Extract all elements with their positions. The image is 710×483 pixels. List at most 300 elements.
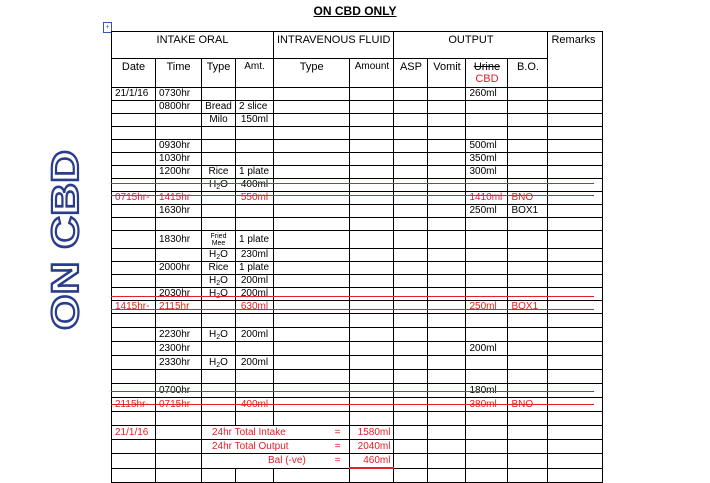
cell-bo	[508, 101, 548, 114]
cell-time: 2300hr	[156, 342, 202, 356]
cell-bo	[508, 153, 548, 166]
cell-amount	[350, 127, 394, 140]
header-intake-oral: INTAKE ORAL	[112, 32, 274, 59]
table-row	[112, 88, 603, 101]
cell-date	[112, 127, 156, 140]
cell-amt	[236, 205, 274, 218]
cell-empty	[428, 468, 466, 483]
cell-bo	[508, 88, 548, 101]
cell-remarks	[548, 370, 603, 384]
cell-remarks	[548, 179, 603, 192]
cell-urine	[466, 114, 508, 127]
cell-time	[156, 114, 202, 127]
cell-bo	[508, 262, 548, 275]
cell-remarks	[548, 192, 603, 205]
cell-amount	[350, 88, 394, 101]
cell-time	[156, 440, 202, 454]
cell-empty	[274, 468, 350, 483]
cell-empty	[548, 426, 603, 440]
cell-urine: 500ml	[466, 140, 508, 153]
cell-amt	[236, 314, 274, 328]
cell-iv-type	[274, 153, 350, 166]
summary-bal-label: Bal (-ve) =	[202, 454, 350, 469]
cell-vomit	[428, 192, 466, 205]
interval-line	[111, 183, 594, 184]
cell-time	[156, 179, 202, 192]
cell-urine: 300ml	[466, 166, 508, 179]
cell-amt: 1 plate	[236, 262, 274, 275]
cell-iv-type	[274, 275, 350, 288]
cell-asp	[394, 166, 428, 179]
cell-amt: 400ml	[236, 398, 274, 412]
header-row-columns	[112, 59, 603, 88]
cell-asp	[394, 328, 428, 342]
cell-empty	[394, 426, 428, 440]
table-row	[112, 231, 603, 249]
formula-h: H	[209, 249, 217, 260]
cell-remarks	[548, 412, 603, 426]
cell-asp	[394, 301, 428, 314]
cell-asp	[394, 153, 428, 166]
table-row	[112, 328, 603, 342]
fluid-chart-table	[111, 31, 603, 483]
cell-amt: 1 plate	[236, 166, 274, 179]
cell-bo	[508, 412, 548, 426]
cell-empty	[394, 454, 428, 469]
cell-remarks	[548, 127, 603, 140]
cell-empty	[508, 454, 548, 469]
cell-remarks	[548, 249, 603, 262]
cell-remarks	[548, 356, 603, 370]
cell-amount	[350, 342, 394, 356]
formula-o: O	[220, 249, 228, 260]
cell-urine	[466, 179, 508, 192]
header-bo: B.O.	[508, 59, 548, 88]
header-type: Type	[202, 59, 236, 88]
cell-remarks	[548, 231, 603, 249]
cell-urine	[466, 356, 508, 370]
formula-sub: 2	[216, 333, 221, 341]
cell-asp	[394, 231, 428, 249]
cell-empty	[466, 454, 508, 469]
cell-bo	[508, 179, 548, 192]
cell-remarks	[548, 288, 603, 301]
cell-amt	[236, 218, 274, 231]
cell-asp	[394, 101, 428, 114]
cell-iv-type	[274, 192, 350, 205]
cell-bo	[508, 342, 548, 356]
interval-line	[111, 404, 594, 405]
header-iv-type: Type	[274, 59, 350, 88]
cell-bo	[508, 231, 548, 249]
cell-amt: 200ml	[236, 275, 274, 288]
cell-vomit	[428, 101, 466, 114]
cell-empty	[350, 468, 394, 483]
cell-time	[156, 412, 202, 426]
cell-urine: 180ml	[466, 384, 508, 398]
cell-empty	[394, 468, 428, 483]
cell-vomit	[428, 314, 466, 328]
cell-vomit	[428, 301, 466, 314]
page-title: ON CBD ONLY	[313, 4, 397, 18]
formula-h: H	[209, 356, 217, 368]
formula-o: O	[220, 356, 228, 368]
cell-amount	[350, 262, 394, 275]
interval-line	[111, 391, 594, 392]
cell-urine	[466, 218, 508, 231]
header-asp: ASP	[394, 59, 428, 88]
cell-amt	[236, 412, 274, 426]
cell-time: 0700hr	[156, 384, 202, 398]
cell-amount	[350, 166, 394, 179]
cell-amt: 2 slice	[236, 101, 274, 114]
cell-type	[202, 88, 236, 101]
table-row	[112, 356, 603, 370]
cell-amt	[236, 88, 274, 101]
cell-date	[112, 249, 156, 262]
formula-o: O	[220, 328, 228, 340]
cell-amt: 400ml	[236, 179, 274, 192]
cell-time	[156, 454, 202, 469]
cell-date	[112, 356, 156, 370]
table-row	[112, 114, 603, 127]
cell-amt: 230ml	[236, 249, 274, 262]
cell-empty	[428, 426, 466, 440]
cell-time: 0715hr	[156, 398, 202, 412]
cell-urine	[466, 370, 508, 384]
cell-bo	[508, 140, 548, 153]
cell-time: 2230hr	[156, 328, 202, 342]
cell-urine	[466, 231, 508, 249]
cell-date	[112, 231, 156, 249]
cell-iv-type	[274, 166, 350, 179]
cell-amt	[236, 153, 274, 166]
cell-amount	[350, 314, 394, 328]
cell-asp	[394, 356, 428, 370]
cell-bo	[508, 218, 548, 231]
cell-iv-type	[274, 218, 350, 231]
cell-time: 1030hr	[156, 153, 202, 166]
cell-asp	[394, 127, 428, 140]
cell-amount	[350, 249, 394, 262]
cell-iv-type	[274, 249, 350, 262]
cell-date	[112, 101, 156, 114]
cell-bo: BOX1	[508, 205, 548, 218]
formula-h: H	[209, 328, 217, 340]
cell-remarks	[548, 328, 603, 342]
cell-remarks	[548, 301, 603, 314]
cell-type: Milo	[202, 114, 236, 127]
cell-vomit	[428, 140, 466, 153]
cell-time	[156, 426, 202, 440]
table-row	[112, 301, 603, 314]
cell-time: 2000hr	[156, 262, 202, 275]
table-row	[112, 275, 603, 288]
cell-date: 2115hr-	[112, 398, 156, 412]
cell-iv-type	[274, 140, 350, 153]
table-row	[112, 127, 603, 140]
cell-time	[156, 218, 202, 231]
equals-sign: =	[334, 440, 341, 452]
interval-line	[111, 309, 594, 310]
cell-remarks	[548, 140, 603, 153]
cell-remarks	[548, 153, 603, 166]
cell-vomit	[428, 166, 466, 179]
cell-bo	[508, 370, 548, 384]
cell-amount	[350, 179, 394, 192]
cell-time: 1415hr	[156, 192, 202, 205]
cell-vomit	[428, 114, 466, 127]
cell-amount	[350, 101, 394, 114]
cell-date	[112, 342, 156, 356]
interval-line	[111, 296, 594, 297]
cell-date	[112, 275, 156, 288]
cell-urine: 350ml	[466, 153, 508, 166]
cell-urine	[466, 314, 508, 328]
cell-urine	[466, 249, 508, 262]
cell-asp	[394, 262, 428, 275]
equals-sign: =	[334, 454, 341, 466]
cell-urine: 250ml	[466, 205, 508, 218]
cell-empty	[112, 468, 156, 483]
cell-amount	[350, 370, 394, 384]
cell-empty	[548, 468, 603, 483]
cell-date	[112, 262, 156, 275]
table-row	[112, 262, 603, 275]
cell-iv-type	[274, 179, 350, 192]
cell-vomit	[428, 342, 466, 356]
cell-vomit	[428, 88, 466, 101]
formula-sub: 2	[216, 254, 221, 261]
cell-iv-type	[274, 205, 350, 218]
cell-vomit	[428, 231, 466, 249]
cell-iv-type	[274, 127, 350, 140]
cell-amt	[236, 140, 274, 153]
header-intravenous-fluid: INTRAVENOUS FLUID	[274, 32, 394, 59]
cell-time	[156, 275, 202, 288]
table-row	[112, 153, 603, 166]
cell-type	[202, 231, 236, 249]
cell-asp	[394, 249, 428, 262]
cell-empty	[508, 426, 548, 440]
header-amount: Amount	[350, 59, 394, 88]
cell-time	[156, 249, 202, 262]
cell-iv-type	[274, 342, 350, 356]
cell-type	[202, 179, 236, 192]
cell-remarks	[548, 166, 603, 179]
cell-type	[202, 288, 236, 301]
table-row	[112, 218, 603, 231]
cell-bo	[508, 275, 548, 288]
header-urine-label: Urine	[473, 61, 501, 73]
cell-time: 1200hr	[156, 166, 202, 179]
cell-time: 1830hr	[156, 231, 202, 249]
cell-asp	[394, 205, 428, 218]
header-vomit: Vomit	[428, 59, 466, 88]
table-anchor-icon[interactable]: +	[103, 22, 112, 33]
cell-asp	[394, 314, 428, 328]
table-row	[112, 140, 603, 153]
header-amt: Amt.	[236, 59, 274, 88]
table-row	[112, 370, 603, 384]
cell-urine	[466, 101, 508, 114]
formula-sub: 2	[216, 293, 221, 300]
cell-amount	[350, 231, 394, 249]
cell-iv-type	[274, 101, 350, 114]
summary-row-balance	[112, 454, 603, 469]
header-urine	[466, 59, 508, 88]
table-row	[112, 192, 603, 205]
cell-vomit	[428, 356, 466, 370]
cell-type	[202, 218, 236, 231]
cell-iv-type	[274, 88, 350, 101]
cell-type	[202, 275, 236, 288]
cell-iv-type	[274, 314, 350, 328]
cell-empty	[236, 468, 274, 483]
cell-vomit	[428, 205, 466, 218]
cell-vomit	[428, 218, 466, 231]
cell-time: 2330hr	[156, 356, 202, 370]
summary-row-intake	[112, 426, 603, 440]
cell-date	[112, 412, 156, 426]
cell-vomit	[428, 288, 466, 301]
cell-remarks	[548, 218, 603, 231]
cell-bo	[508, 328, 548, 342]
cell-empty	[548, 440, 603, 454]
cell-urine	[466, 127, 508, 140]
cell-time: 2115hr	[156, 301, 202, 314]
cell-bo: BNO	[508, 192, 548, 205]
cell-date	[112, 114, 156, 127]
cell-amount	[350, 140, 394, 153]
cell-date	[112, 153, 156, 166]
cell-type	[202, 328, 236, 342]
formula-h: H	[209, 288, 217, 299]
cell-remarks	[548, 275, 603, 288]
cell-time: 1630hr	[156, 205, 202, 218]
table-row	[112, 468, 603, 483]
cell-type	[202, 153, 236, 166]
cell-type	[202, 356, 236, 370]
cell-vomit	[428, 179, 466, 192]
summary-output-label: 24hr Total Output =	[202, 440, 350, 454]
cell-iv-type	[274, 288, 350, 301]
cell-iv-type	[274, 370, 350, 384]
cell-empty	[428, 454, 466, 469]
cell-asp	[394, 179, 428, 192]
cell-date: 1415hr-	[112, 301, 156, 314]
cell-remarks	[548, 262, 603, 275]
cell-empty	[466, 468, 508, 483]
cell-date	[112, 205, 156, 218]
cell-type	[202, 342, 236, 356]
cell-amt: 200ml	[236, 328, 274, 342]
cell-amt	[236, 127, 274, 140]
cell-iv-type	[274, 356, 350, 370]
cell-empty	[466, 440, 508, 454]
cell-remarks	[548, 342, 603, 356]
cell-asp	[394, 342, 428, 356]
cell-type	[202, 412, 236, 426]
table-row	[112, 288, 603, 301]
header-row-groups	[112, 32, 603, 59]
formula-sub: 2	[216, 280, 221, 287]
cell-empty	[428, 440, 466, 454]
formula-o: O	[220, 288, 228, 299]
cell-amount	[350, 114, 394, 127]
table-row	[112, 314, 603, 328]
cell-bo	[508, 288, 548, 301]
cell-date	[112, 314, 156, 328]
summary-date: 21/1/16	[112, 426, 156, 440]
cell-date: 0715hr-	[112, 192, 156, 205]
cell-asp	[394, 275, 428, 288]
summary-row-output	[112, 440, 603, 454]
cell-empty	[466, 426, 508, 440]
side-annotation-svg	[45, 148, 87, 332]
cell-vomit	[428, 412, 466, 426]
cell-amt: 150ml	[236, 114, 274, 127]
cell-date	[112, 166, 156, 179]
cell-date	[112, 218, 156, 231]
cell-asp	[394, 218, 428, 231]
cell-iv-type	[274, 231, 350, 249]
cell-type: Bread	[202, 101, 236, 114]
cell-vomit	[428, 249, 466, 262]
table-row	[112, 412, 603, 426]
cell-type-line2: Mee	[211, 239, 226, 247]
cell-empty	[394, 440, 428, 454]
cell-vomit	[428, 328, 466, 342]
cell-remarks	[548, 314, 603, 328]
header-time: Time	[156, 59, 202, 88]
cell-urine: 380ml	[466, 398, 508, 412]
cell-time: 0800hr	[156, 101, 202, 114]
cell-time	[156, 314, 202, 328]
side-annotation-text: ON CBD	[45, 180, 87, 330]
cell-type: Rice	[202, 262, 236, 275]
cell-amount	[350, 218, 394, 231]
cell-asp	[394, 114, 428, 127]
summary-intake-value: 1580ml	[350, 426, 394, 440]
cell-amount	[350, 192, 394, 205]
cell-type	[202, 301, 236, 314]
cell-bo: BNO	[508, 398, 548, 412]
cell-urine	[466, 275, 508, 288]
cell-amt	[236, 370, 274, 384]
cell-time: 0930hr	[156, 140, 202, 153]
cell-asp	[394, 288, 428, 301]
cell-amt	[236, 342, 274, 356]
cell-asp	[394, 192, 428, 205]
cell-remarks	[548, 88, 603, 101]
table-row	[112, 166, 603, 179]
cell-empty	[508, 468, 548, 483]
cell-type	[202, 370, 236, 384]
summary-intake-label: 24hr Total Intake =	[202, 426, 350, 440]
cell-urine: 1410ml	[466, 192, 508, 205]
cell-date	[112, 140, 156, 153]
interval-line	[111, 195, 594, 196]
cell-iv-type	[274, 262, 350, 275]
cell-amount	[350, 328, 394, 342]
cell-remarks	[548, 114, 603, 127]
formula-o: O	[220, 275, 228, 286]
summary-bal-value: 460ml	[350, 454, 394, 469]
cell-empty	[508, 440, 548, 454]
table-row	[112, 342, 603, 356]
cell-amt: 1 plate	[236, 231, 274, 249]
